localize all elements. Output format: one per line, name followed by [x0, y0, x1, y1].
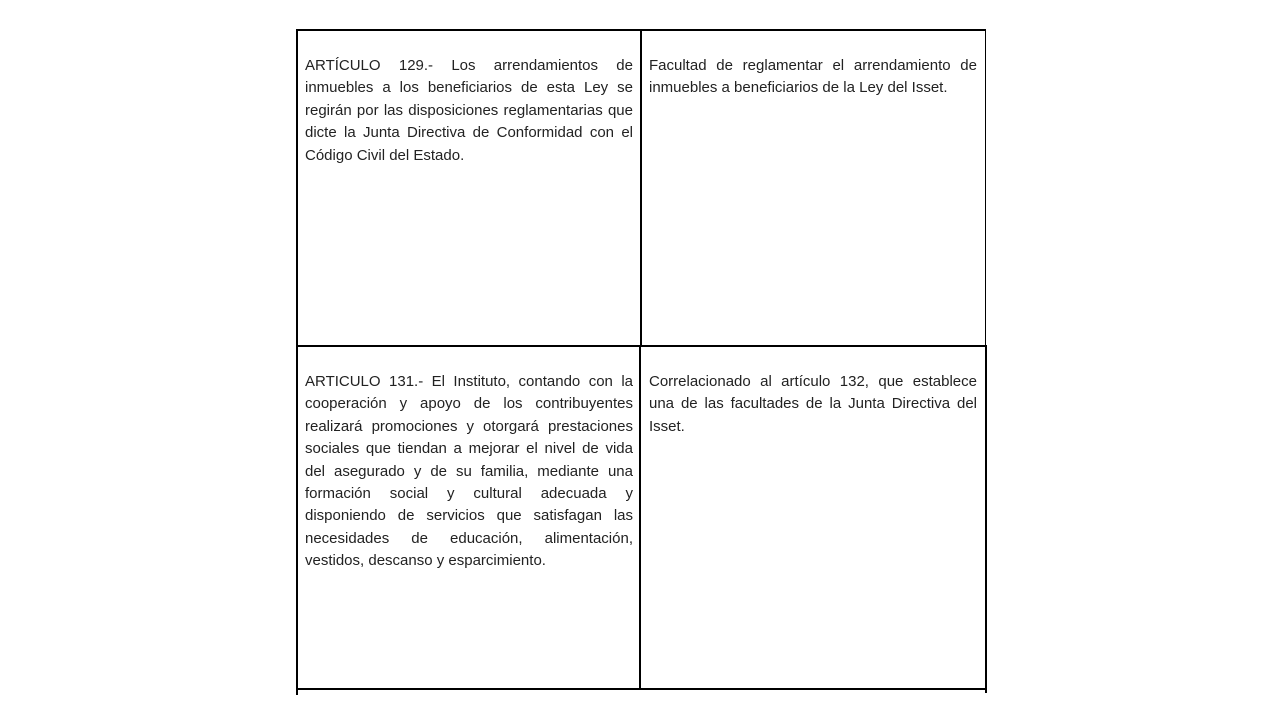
article-129-comment: Facultad de reglamentar el arrendamiento de inmuebles a beneficiarios de la Ley del Isset.	[649, 57, 977, 97]
table-column-divider-bottom	[639, 345, 641, 690]
table-border-right-bottom	[985, 345, 987, 693]
table-border-left	[296, 29, 298, 695]
table-border-bottom	[296, 688, 987, 690]
article-129-text: ARTÍCULO 129.- Los arrendamientos de inmuebles a los beneficiarios de esta Ley se regirán por las disposiciones reglamentarias que dicte la Junta Directiva de Conformidad con el Código Civil del Estado.	[305, 57, 633, 164]
table-column-divider-top	[640, 29, 642, 347]
article-131-text: ARTICULO 131.- El Instituto, contando con la cooperación y apoyo de los contribuyentes realizará promociones y otorgará prestaciones sociales que tiendan a mejorar el nivel de vida del asegurado y de su familia, mediante una formación social y cultural adecuada y disponiendo de servicios que satisfagan las necesidades de educación, alimentación, vestidos, descanso y esparcimiento.	[305, 373, 633, 570]
table-border-right-top	[985, 29, 986, 347]
article-131-comment: Correlacionado al artículo 132, que establece una de las facultades de la Junta Directiva del Isset.	[649, 373, 977, 435]
